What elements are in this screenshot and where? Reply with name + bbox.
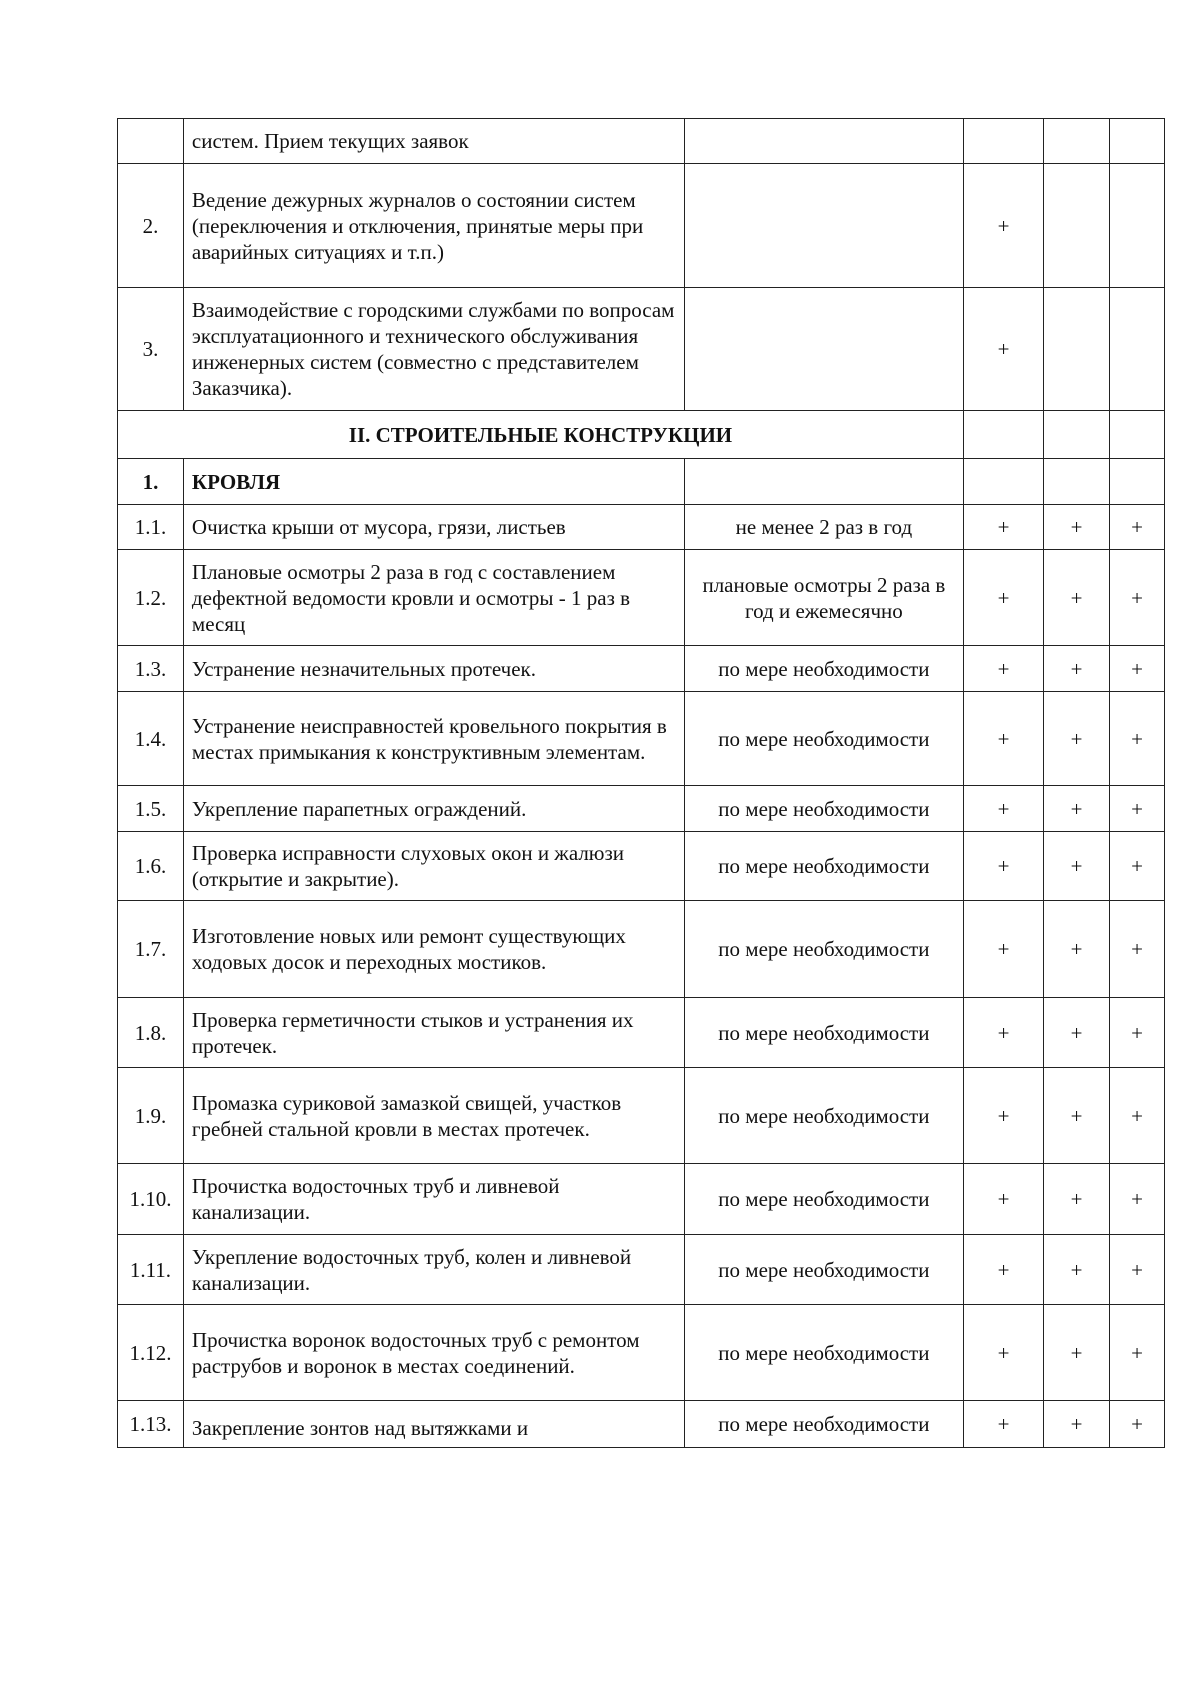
row-number: 1.4. [118,692,184,786]
row-mark-1: + [963,1164,1043,1235]
row-number: 1.2. [118,550,184,646]
table-row [118,1305,1165,1401]
row-mark-3: + [1110,998,1165,1068]
row-mark-3 [1110,411,1165,459]
row-mark-1: + [963,505,1043,550]
row-mark-2: + [1044,832,1110,901]
row-number: 1.10. [118,1164,184,1235]
row-frequency [684,288,963,411]
row-description: Очистка крыши от мусора, грязи, листьев [183,505,684,550]
row-number: 1.8. [118,998,184,1068]
row-description: систем. Прием текущих заявок [183,119,684,164]
row-description: Изготовление новых или ремонт существующих ходовых досок и переходных мостиков. [183,901,684,998]
table-row [118,786,1165,832]
table-row [118,692,1165,786]
table-row [118,1164,1165,1235]
row-mark-2: + [1044,1235,1110,1305]
row-number: 1.5. [118,786,184,832]
row-mark-3: + [1110,901,1165,998]
row-frequency [684,164,963,288]
row-mark-3: + [1110,832,1165,901]
row-description: Проверка исправности слуховых окон и жалюзи (открытие и закрытие). [183,832,684,901]
table-row [118,998,1165,1068]
row-mark-1 [963,459,1043,505]
row-mark-3: + [1110,1235,1165,1305]
row-frequency: по мере необходимости [684,646,963,692]
row-mark-2: + [1044,901,1110,998]
row-description: Укрепление парапетных ограждений. [183,786,684,832]
table-row [118,505,1165,550]
table-row [118,1401,1165,1448]
row-description: Устранение неисправностей кровельного покрытия в местах примыкания к конструктивным элементам. [183,692,684,786]
row-description: Прочистка воронок водосточных труб с ремонтом раструбов и воронок в местах соединений. [183,1305,684,1401]
row-mark-3: + [1110,550,1165,646]
row-frequency: плановые осмотры 2 раза в год и ежемесячно [684,550,963,646]
row-number: 1.13. [118,1401,184,1448]
row-frequency [684,119,963,164]
row-mark-1: + [963,998,1043,1068]
row-mark-3: + [1110,505,1165,550]
row-mark-2: + [1044,998,1110,1068]
row-mark-2: + [1044,692,1110,786]
row-frequency: по мере необходимости [684,1401,963,1448]
table-row [118,1068,1165,1164]
subsection-number: 1. [118,459,184,505]
table-row [118,288,1165,411]
row-description: Плановые осмотры 2 раза в год с составлением дефектной ведомости кровли и осмотры - 1 раз в месяц [183,550,684,646]
subsection-row [118,459,1165,505]
row-mark-1: + [963,550,1043,646]
row-frequency: по мере необходимости [684,1235,963,1305]
row-frequency: по мере необходимости [684,998,963,1068]
row-mark-3: + [1110,646,1165,692]
row-mark-2 [1044,411,1110,459]
row-number: 1.6. [118,832,184,901]
table-row [118,901,1165,998]
row-frequency [684,459,963,505]
row-mark-1: + [963,1305,1043,1401]
row-mark-1 [963,119,1043,164]
row-mark-1: + [963,832,1043,901]
row-number: 1.1. [118,505,184,550]
row-description: Укрепление водосточных труб, колен и ливневой канализации. [183,1235,684,1305]
row-mark-3 [1110,119,1165,164]
row-description: Проверка герметичности стыков и устранения их протечек. [183,998,684,1068]
table-row [118,832,1165,901]
row-mark-2: + [1044,786,1110,832]
row-mark-2 [1044,459,1110,505]
row-mark-1 [963,411,1043,459]
row-mark-3: + [1110,692,1165,786]
row-number [118,119,184,164]
row-mark-3: + [1110,786,1165,832]
row-number: 3. [118,288,184,411]
table-row [118,1235,1165,1305]
row-description: Закрепление зонтов над вытяжками и [183,1401,684,1448]
row-mark-3: + [1110,1164,1165,1235]
row-description: Ведение дежурных журналов о состоянии систем (переключения и отключения, принятые меры при аварийных ситуациях и т.п.) [183,164,684,288]
table-row [118,646,1165,692]
row-mark-2 [1044,288,1110,411]
row-number: 1.7. [118,901,184,998]
row-mark-1: + [963,901,1043,998]
row-mark-2 [1044,119,1110,164]
row-mark-1: + [963,1401,1043,1448]
row-mark-1: + [963,1068,1043,1164]
row-frequency: по мере необходимости [684,832,963,901]
row-frequency: по мере необходимости [684,692,963,786]
row-frequency: по мере необходимости [684,786,963,832]
row-mark-1: + [963,164,1043,288]
row-number: 1.9. [118,1068,184,1164]
row-number: 2. [118,164,184,288]
row-number: 1.12. [118,1305,184,1401]
row-description: Взаимодействие с городскими службами по вопросам эксплуатационного и технического обслуживания инженерных систем (совместно с представителем Заказчика). [183,288,684,411]
row-frequency: по мере необходимости [684,1068,963,1164]
row-mark-1: + [963,646,1043,692]
row-mark-3 [1110,164,1165,288]
row-frequency: по мере необходимости [684,1305,963,1401]
row-mark-3: + [1110,1068,1165,1164]
row-mark-2: + [1044,1305,1110,1401]
table-row [118,164,1165,288]
subsection-title: КРОВЛЯ [183,459,684,505]
row-frequency: не менее 2 раз в год [684,505,963,550]
section-header-row [118,411,1165,459]
row-description: Устранение незначительных протечек. [183,646,684,692]
row-mark-2: + [1044,550,1110,646]
table-row [118,119,1165,164]
section-title: II. СТРОИТЕЛЬНЫЕ КОНСТРУКЦИИ [118,411,964,459]
row-mark-3: + [1110,1401,1165,1448]
row-number: 1.3. [118,646,184,692]
row-mark-3 [1110,459,1165,505]
row-mark-1: + [963,692,1043,786]
row-mark-3: + [1110,1305,1165,1401]
row-mark-1: + [963,1235,1043,1305]
row-mark-1: + [963,786,1043,832]
row-frequency: по мере необходимости [684,1164,963,1235]
row-description: Прочистка водосточных труб и ливневой канализации. [183,1164,684,1235]
row-mark-1: + [963,288,1043,411]
row-description: Промазка суриковой замазкой свищей, участков гребней стальной кровли в местах протечек. [183,1068,684,1164]
row-mark-2: + [1044,1401,1110,1448]
row-mark-2: + [1044,1164,1110,1235]
row-mark-2: + [1044,646,1110,692]
row-number: 1.11. [118,1235,184,1305]
row-mark-2: + [1044,1068,1110,1164]
row-mark-2: + [1044,505,1110,550]
row-mark-2 [1044,164,1110,288]
maintenance-table [117,118,1165,1448]
row-mark-3 [1110,288,1165,411]
table-row [118,550,1165,646]
row-frequency: по мере необходимости [684,901,963,998]
